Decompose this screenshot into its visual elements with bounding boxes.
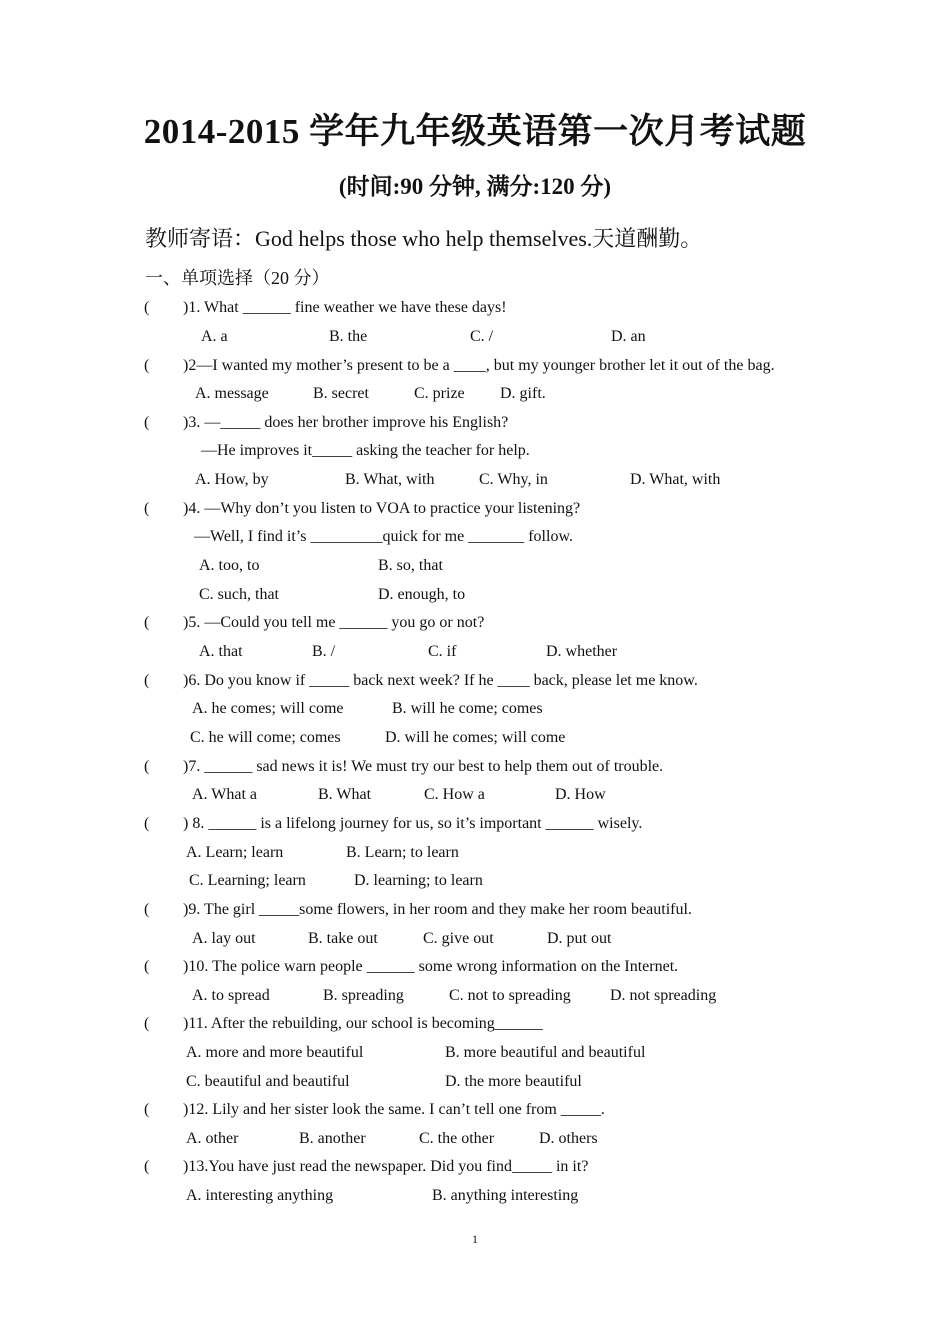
option-c: C. the other <box>419 1130 495 1147</box>
option-c: C. Learning; learn <box>189 872 306 889</box>
option-c: C. Why, in <box>479 471 548 488</box>
option-c: C. prize <box>414 385 465 402</box>
option-b: B. What <box>318 786 372 803</box>
question-text: —Well, I find it’s _________quick for me _______ follow. <box>194 528 573 545</box>
question-text: )5. —Could you tell me ______ you go or not? <box>183 614 485 631</box>
option-b: B. take out <box>308 930 378 947</box>
option-b: B. spreading <box>323 987 404 1004</box>
answer-bracket[interactable]: ( <box>144 1158 150 1175</box>
option-d: D. How <box>555 786 606 803</box>
question-text: )13.You have just read the newspaper. Did you find_____ in it? <box>183 1158 589 1175</box>
option-d: D. What, with <box>630 471 721 488</box>
option-d: D. learning; to learn <box>354 872 483 889</box>
option-d: D. not spreading <box>610 987 717 1004</box>
question-text: )7. ______ sad news it is! We must try our best to help them out of trouble. <box>183 758 664 775</box>
section-heading: 一、单项选择（20 分） <box>145 268 330 288</box>
question-text: )9. The girl _____some flowers, in her room and they make her room beautiful. <box>183 901 692 918</box>
option-a: A. What a <box>192 786 258 803</box>
option-b: B. more beautiful and beautiful <box>445 1044 646 1061</box>
option-b: B. will he come; comes <box>392 700 543 717</box>
option-d: D. whether <box>546 643 618 660</box>
answer-bracket[interactable]: ( <box>144 901 150 918</box>
question-text: )3. —_____ does her brother improve his English? <box>183 414 509 431</box>
option-a: A. interesting anything <box>186 1187 334 1204</box>
option-d: D. put out <box>547 930 612 947</box>
option-a: A. more and more beautiful <box>186 1044 364 1061</box>
option-c: C. / <box>470 328 494 345</box>
option-c: C. How a <box>424 786 485 803</box>
answer-bracket[interactable]: ( <box>144 815 150 832</box>
answer-bracket[interactable]: ( <box>144 299 150 316</box>
question-text: )11. After the rebuilding, our school is becoming______ <box>183 1015 543 1032</box>
question-text: )10. The police warn people ______ some wrong information on the Internet. <box>183 958 679 975</box>
option-d: D. gift. <box>500 385 546 402</box>
teacher-motto: 教师寄语：God helps those who help themselves.天道酬勤。 <box>145 226 703 251</box>
option-b: B. / <box>312 643 336 660</box>
answer-bracket[interactable]: ( <box>144 758 150 775</box>
option-a: A. he comes; will come <box>192 700 344 717</box>
option-a: A. to spread <box>192 987 270 1004</box>
question-text: )6. Do you know if _____ back next week? If he ____ back, please let me know. <box>183 672 698 689</box>
option-b: B. another <box>299 1130 366 1147</box>
answer-bracket[interactable]: ( <box>144 500 150 517</box>
option-d: D. others <box>539 1130 598 1147</box>
option-d: D. enough, to <box>378 586 466 603</box>
option-b: B. What, with <box>345 471 435 488</box>
question-text: —He improves it_____ asking the teacher for help. <box>201 442 530 459</box>
exam-title: 2014-2015 学年九年级英语第一次月考试题 <box>143 112 807 151</box>
option-c: C. he will come; comes <box>190 729 341 746</box>
option-b: B. secret <box>313 385 369 402</box>
option-d: D. will he comes; will come <box>385 729 566 746</box>
option-c: C. if <box>428 643 457 660</box>
option-b: B. the <box>329 328 368 345</box>
option-a: A. that <box>199 643 243 660</box>
option-d: D. an <box>611 328 646 345</box>
answer-bracket[interactable]: ( <box>144 672 150 689</box>
option-b: B. anything interesting <box>432 1187 579 1204</box>
question-text: ) 8. ______ is a lifelong journey for us, so it’s important ______ wisely. <box>183 815 643 832</box>
exam-subtitle: (时间:90 分钟, 满分:120 分) <box>338 174 612 199</box>
question-text: )2—I wanted my mother’s present to be a ____, but my younger brother let it out of the bag. <box>183 357 775 374</box>
answer-bracket[interactable]: ( <box>144 958 150 975</box>
option-c: C. not to spreading <box>449 987 571 1004</box>
option-c: C. give out <box>423 930 494 947</box>
question-text: )12. Lily and her sister look the same. I can’t tell one from _____. <box>183 1101 605 1118</box>
option-a: A. too, to <box>199 557 260 574</box>
option-c: C. beautiful and beautiful <box>186 1073 350 1090</box>
answer-bracket[interactable]: ( <box>144 414 150 431</box>
option-a: A. lay out <box>192 930 256 947</box>
question-text: )4. —Why don’t you listen to VOA to practice your listening? <box>183 500 581 517</box>
question-text: )1. What ______ fine weather we have these days! <box>183 299 507 316</box>
option-a: A. How, by <box>195 471 269 488</box>
option-a: A. message <box>195 385 269 402</box>
option-d: D. the more beautiful <box>445 1073 582 1090</box>
option-a: A. other <box>186 1130 239 1147</box>
option-c: C. such, that <box>199 586 279 603</box>
option-a: A. a <box>201 328 228 345</box>
answer-bracket[interactable]: ( <box>144 1101 150 1118</box>
answer-bracket[interactable]: ( <box>144 614 150 631</box>
option-b: B. Learn; to learn <box>346 844 459 861</box>
option-a: A. Learn; learn <box>186 844 284 861</box>
option-b: B. so, that <box>378 557 443 574</box>
answer-bracket[interactable]: ( <box>144 357 150 374</box>
answer-bracket[interactable]: ( <box>144 1015 150 1032</box>
page-number: 1 <box>472 1232 478 1246</box>
